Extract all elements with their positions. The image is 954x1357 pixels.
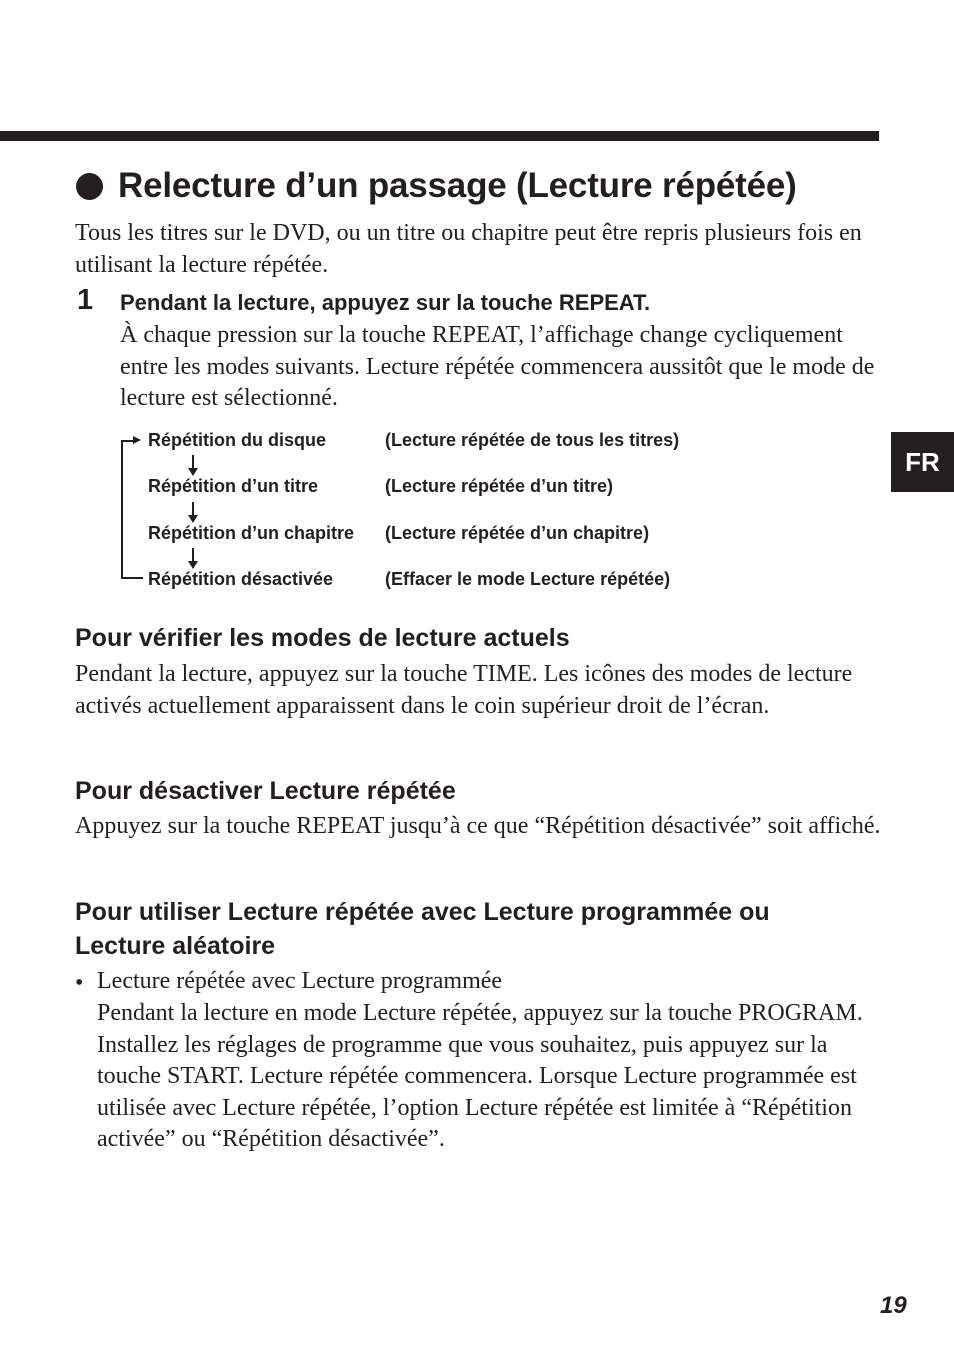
step-heading: Pendant la lecture, appuyez sur la touche REPEAT.	[120, 290, 651, 315]
mode-name: Répétition d’un chapitre	[148, 523, 355, 543]
mode-name: Répétition d’un titre	[148, 476, 318, 496]
mode-name: Répétition désactivée	[148, 569, 334, 589]
section-body-verify: Pendant la lecture, appuyez sur la touche TIME. Les icônes des modes de lecture activés actuellement apparaissent dans le coin supérieur droit de l’écran.	[75, 661, 853, 719]
step-number: 1	[77, 284, 94, 316]
cycle-line-bottom	[121, 577, 143, 579]
bullet-title: Lecture répétée avec Lecture programmée	[97, 968, 503, 994]
title-bullet-icon	[76, 173, 103, 200]
page-title: Relecture d’un passage (Lecture répétée)	[118, 166, 797, 205]
arrow-down-icon	[186, 502, 200, 522]
section-heading-combine-2: Lecture aléatoire	[75, 932, 276, 960]
bullet-icon: •	[75, 970, 84, 996]
cycle-arrow-right-icon	[133, 436, 141, 444]
language-tab: FR	[891, 432, 954, 492]
title-row	[76, 166, 797, 206]
arrow-down-icon	[186, 455, 200, 475]
intro-paragraph: Tous les titres sur le DVD, ou un titre ou chapitre peut être repris plusieurs fois en utilisant la lecture répétée.	[75, 220, 862, 278]
mode-desc: (Lecture répétée de tous les titres)	[385, 430, 680, 450]
top-rule	[0, 131, 879, 141]
section-heading-disable: Pour désactiver Lecture répétée	[75, 777, 456, 805]
section-heading-verify: Pour vérifier les modes de lecture actuels	[75, 624, 570, 652]
bullet-body: Pendant la lecture en mode Lecture répétée, appuyez sur la touche PROGRAM. Installez les réglages de programme que vous souhaitez, puis appuyez sur la touche START. Lecture répétée commencera. Lorsque Lecture programmée est utilisée avec Lecture répétée, l’option Lecture répétée est limitée à “Répétition activée” ou “Répétition désactivée”.	[97, 1000, 863, 1152]
step-body: À chaque pression sur la touche REPEAT, l’affichage change cycliquement entre les modes suivants. Lecture répétée commencera aussitôt que le mode de lecture est sélectionné.	[120, 322, 875, 411]
mode-desc: (Lecture répétée d’un chapitre)	[385, 523, 650, 543]
arrow-down-icon	[186, 548, 200, 568]
mode-name: Répétition du disque	[148, 430, 326, 450]
mode-desc: (Effacer le mode Lecture répétée)	[385, 569, 671, 589]
section-body-disable: Appuyez sur la touche REPEAT jusqu’à ce que “Répétition désactivée” soit affiché.	[75, 813, 881, 839]
section-heading-combine-1: Pour utiliser Lecture répétée avec Lecture programmée ou	[75, 898, 770, 926]
mode-desc: (Lecture répétée d’un titre)	[385, 476, 614, 496]
cycle-return-line	[121, 441, 123, 577]
page-number: 19	[880, 1292, 907, 1319]
